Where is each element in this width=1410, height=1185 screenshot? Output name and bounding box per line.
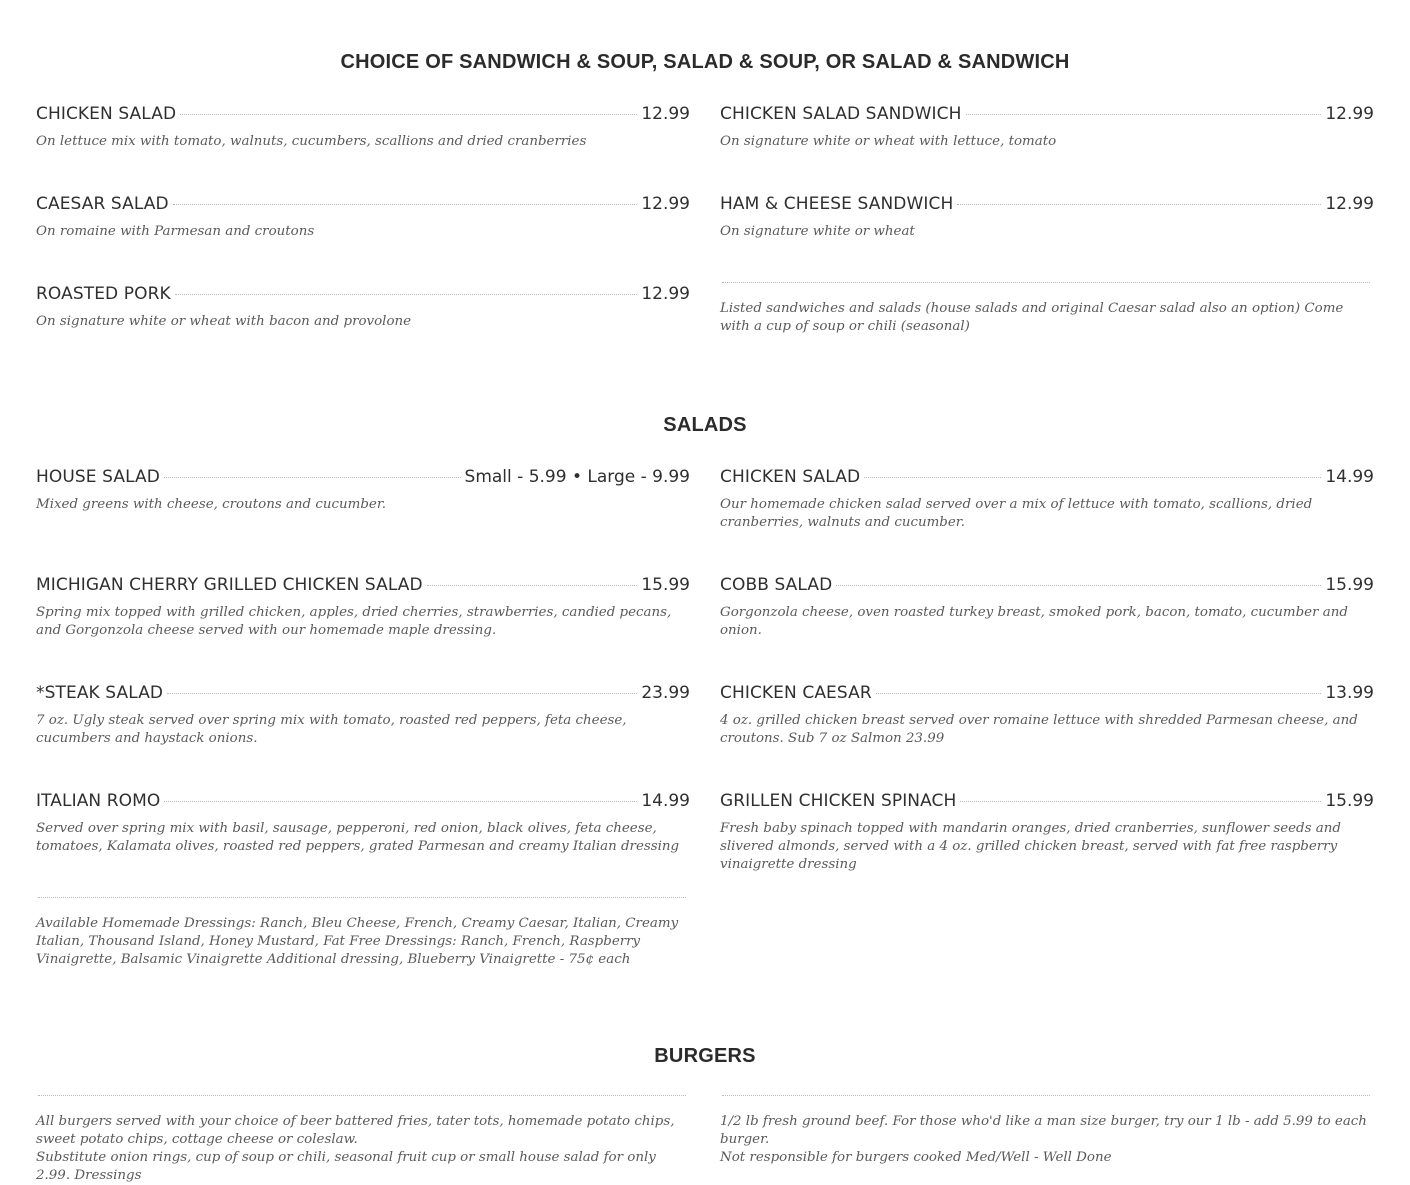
item-description: Fresh baby spinach topped with mandarin oranges, dried cranberries, sunflower seeds and slivered almonds, served with a 4 oz. grilled chicken breast, served with fat free raspberry vinaigrette dressing	[720, 821, 1341, 872]
dotted-leader	[175, 294, 638, 295]
dotted-leader	[966, 114, 1322, 115]
dotted-leader	[173, 204, 638, 205]
item-name: MICHIGAN CHERRY GRILLED CHICKEN SALAD	[36, 575, 423, 595]
menu-item	[720, 683, 1374, 748]
item-name: COBB SALAD	[720, 575, 833, 595]
dotted-leader	[427, 585, 638, 586]
menu-item	[36, 575, 690, 640]
item-description: 4 oz. grilled chicken breast served over romaine lettuce with shredded Parmesan cheese, and croutons. Sub 7 oz Salmon 23.99	[720, 713, 1358, 746]
menu-item	[36, 104, 690, 151]
item-price: 12.99	[641, 194, 690, 214]
item-description: On signature white or wheat with bacon and provolone	[36, 314, 412, 329]
menu-item	[720, 791, 1374, 874]
dotted-rule	[38, 1095, 686, 1096]
section-title-combo: CHOICE OF SANDWICH & SOUP, SALAD & SOUP, OR SALAD & SANDWICH	[340, 51, 1070, 73]
item-description: On signature white or wheat with lettuce, tomato	[720, 134, 1057, 149]
item-name: GRILLEN CHICKEN SPINACH	[720, 791, 957, 811]
item-name: HOUSE SALAD	[36, 467, 160, 487]
dotted-rule	[38, 897, 686, 898]
menu-item	[720, 104, 1374, 151]
section-title-burgers: BURGERS	[654, 1045, 756, 1067]
item-description: Mixed greens with cheese, croutons and cucumber.	[36, 497, 387, 512]
item-name: HAM & CHEESE SANDWICH	[720, 194, 954, 214]
item-name: ROASTED PORK	[36, 284, 171, 304]
note-text: All burgers served with your choice of beer battered fries, tater tots, homemade potato chips, sweet potato chips, cottage cheese or coleslaw. Substitute onion rings, cup of soup or chili, seasonal fruit cup or small house salad for only 2.99. Dressings	[36, 1114, 675, 1183]
item-price: Small - 5.99 • Large - 9.99	[464, 467, 690, 487]
item-price: 14.99	[1325, 467, 1374, 487]
dotted-leader	[836, 585, 1321, 586]
dotted-leader	[960, 801, 1321, 802]
item-name: CHICKEN SALAD	[36, 104, 177, 124]
dotted-leader	[864, 477, 1321, 478]
item-price: 15.99	[1325, 791, 1374, 811]
item-description: Served over spring mix with basil, sausage, pepperoni, red onion, black olives, feta cheese, tomatoes, Kalamata olives, roasted red peppers, grated Parmesan and creamy Italian dressing	[36, 821, 680, 854]
dotted-leader	[167, 693, 637, 694]
dotted-leader	[164, 477, 461, 478]
item-description: Our homemade chicken salad served over a mix of lettuce with tomato, scallions, dried cranberries, walnuts and cucumber.	[720, 497, 1313, 530]
menu-item	[36, 194, 690, 241]
item-name: CHICKEN CAESAR	[720, 683, 872, 703]
item-price: 13.99	[1325, 683, 1374, 703]
burgers-beef-note	[720, 1095, 1374, 1167]
item-description: On romaine with Parmesan and croutons	[36, 224, 315, 239]
dotted-leader	[876, 693, 1322, 694]
item-price: 12.99	[1325, 194, 1374, 214]
item-description: 7 oz. Ugly steak served over spring mix with tomato, roasted red peppers, feta cheese, cucumbers and haystack onions.	[36, 713, 627, 746]
item-name: CHICKEN SALAD SANDWICH	[720, 104, 962, 124]
dotted-rule	[722, 1095, 1370, 1096]
combo-note	[720, 282, 1374, 336]
item-price: 12.99	[641, 104, 690, 124]
dressings-note	[36, 897, 690, 969]
item-price: 15.99	[1325, 575, 1374, 595]
menu-item	[720, 575, 1374, 640]
dotted-leader	[957, 204, 1321, 205]
menu-item	[36, 284, 690, 331]
item-price: 23.99	[641, 683, 690, 703]
dotted-leader	[180, 114, 637, 115]
item-price: 12.99	[1325, 104, 1374, 124]
menu-item	[720, 467, 1374, 532]
dotted-rule	[722, 282, 1370, 283]
menu-item	[36, 683, 690, 748]
note-text: Listed sandwiches and salads (house salads and original Caesar salad also an option) Come with a cup of soup or chili (seasonal)	[720, 301, 1344, 334]
dotted-leader	[164, 801, 637, 802]
menu-item	[720, 194, 1374, 241]
item-name: ITALIAN ROMO	[36, 791, 161, 811]
item-price: 15.99	[641, 575, 690, 595]
item-description: Spring mix topped with grilled chicken, apples, dried cherries, strawberries, candied pecans, and Gorgonzola cheese served with our homemade maple dressing.	[36, 605, 672, 638]
item-price: 14.99	[641, 791, 690, 811]
burgers-sides-note	[36, 1095, 690, 1185]
item-price: 12.99	[641, 284, 690, 304]
item-description: Gorgonzola cheese, oven roasted turkey breast, smoked pork, bacon, tomato, cucumber and onion.	[720, 605, 1348, 638]
item-name: CHICKEN SALAD	[720, 467, 861, 487]
note-text: 1/2 lb fresh ground beef. For those who'd like a man size burger, try our 1 lb - add 5.99 to each burger. Not responsible for burgers cooked Med/Well - Well Done	[720, 1114, 1367, 1165]
item-description: On lettuce mix with tomato, walnuts, cucumbers, scallions and dried cranberries	[36, 134, 587, 149]
item-name: CAESAR SALAD	[36, 194, 169, 214]
note-text: Available Homemade Dressings: Ranch, Bleu Cheese, French, Creamy Caesar, Italian, Creamy Italian, Thousand Island, Honey Mustard, Fat Free Dressings: Ranch, French, Raspberry Vinaigrette, Balsamic Vinaigrette Additional dressing, Blueberry Vinaigrette - 75¢ each	[36, 916, 679, 967]
section-title-salads: SALADS	[663, 414, 747, 436]
menu-item	[36, 791, 690, 856]
menu-item	[36, 467, 690, 514]
item-name: *STEAK SALAD	[36, 683, 164, 703]
item-description: On signature white or wheat	[720, 224, 915, 239]
